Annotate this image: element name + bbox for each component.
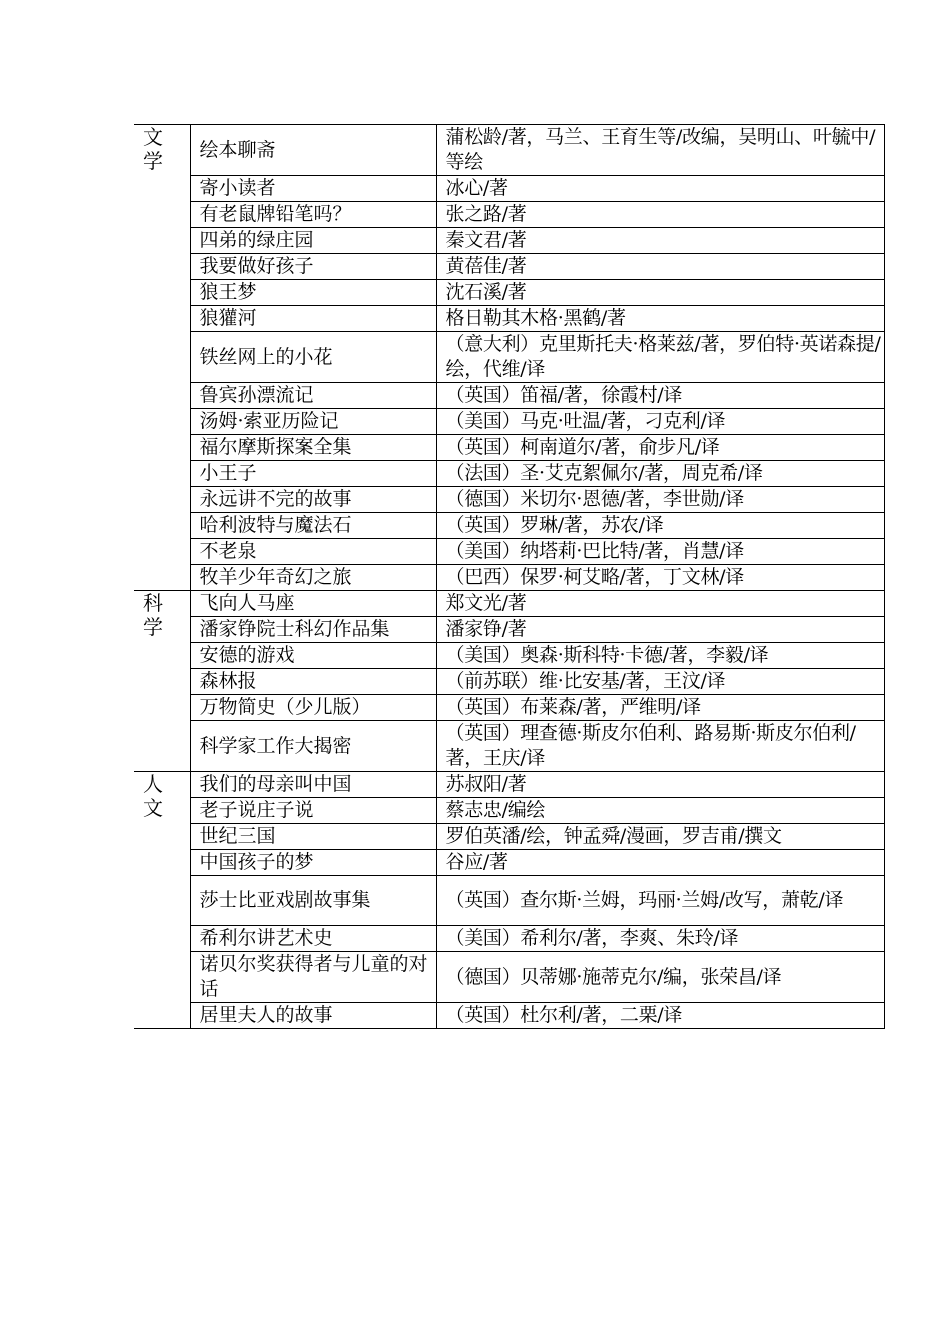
book-title: 居里夫人的故事 bbox=[190, 1003, 436, 1029]
category-label: 文学 bbox=[143, 125, 163, 173]
book-title: 小王子 bbox=[190, 461, 436, 487]
book-title: 汤姆·索亚历险记 bbox=[190, 409, 436, 435]
book-author: （德国）贝蒂娜·施蒂克尔/编，张荣昌/译 bbox=[436, 952, 884, 1003]
table-row bbox=[134, 798, 884, 824]
book-title: 狼王梦 bbox=[190, 280, 436, 306]
book-author: 郑文光/著 bbox=[436, 591, 884, 617]
table-row bbox=[134, 280, 884, 306]
table-row bbox=[134, 669, 884, 695]
table-row bbox=[134, 1003, 884, 1029]
book-author: 苏叔阳/著 bbox=[436, 772, 884, 798]
book-title: 永远讲不完的故事 bbox=[190, 487, 436, 513]
table-row bbox=[134, 591, 884, 617]
book-title: 森林报 bbox=[190, 669, 436, 695]
book-title: 世纪三国 bbox=[190, 824, 436, 850]
book-title: 鲁宾孙漂流记 bbox=[190, 383, 436, 409]
book-title: 哈利波特与魔法石 bbox=[190, 513, 436, 539]
book-author: 黄蓓佳/著 bbox=[436, 254, 884, 280]
book-author: （意大利）克里斯托夫·格莱兹/著，罗伯特·英诺森提/绘，代维/译 bbox=[436, 332, 884, 383]
book-author: 谷应/著 bbox=[436, 850, 884, 876]
book-author: 潘家铮/著 bbox=[436, 617, 884, 643]
table-row bbox=[134, 125, 884, 176]
table-row bbox=[134, 487, 884, 513]
book-author: （德国）米切尔·恩德/著，李世勋/译 bbox=[436, 487, 884, 513]
table-row bbox=[134, 409, 884, 435]
book-title: 诺贝尔奖获得者与儿童的对话 bbox=[190, 952, 436, 1003]
book-title: 福尔摩斯探案全集 bbox=[190, 435, 436, 461]
book-title: 科学家工作大揭密 bbox=[190, 721, 436, 772]
table-row bbox=[134, 539, 884, 565]
book-title: 安德的游戏 bbox=[190, 643, 436, 669]
table-row bbox=[134, 850, 884, 876]
book-author: （美国）奥森·斯科特·卡德/著，李毅/译 bbox=[436, 643, 884, 669]
category-cell bbox=[134, 125, 190, 591]
table-row bbox=[134, 695, 884, 721]
table-row bbox=[134, 643, 884, 669]
book-title: 飞向人马座 bbox=[190, 591, 436, 617]
table-row bbox=[134, 926, 884, 952]
table-row bbox=[134, 202, 884, 228]
table-row bbox=[134, 461, 884, 487]
book-author: （英国）布莱森/著，严维明/译 bbox=[436, 695, 884, 721]
book-title: 有老鼠牌铅笔吗？ bbox=[190, 202, 436, 228]
book-list-table bbox=[134, 124, 885, 1029]
book-title: 莎士比亚戏剧故事集 bbox=[190, 876, 436, 926]
category-label: 人文 bbox=[143, 772, 163, 820]
table-row bbox=[134, 228, 884, 254]
book-author: （前苏联）维·比安基/著，王汶/译 bbox=[436, 669, 884, 695]
table-row bbox=[134, 772, 884, 798]
book-title: 中国孩子的梦 bbox=[190, 850, 436, 876]
table-row bbox=[134, 513, 884, 539]
book-author: 秦文君/著 bbox=[436, 228, 884, 254]
table-row bbox=[134, 435, 884, 461]
category-cell bbox=[134, 591, 190, 772]
table-row bbox=[134, 617, 884, 643]
table-row bbox=[134, 383, 884, 409]
table-row bbox=[134, 824, 884, 850]
book-title: 我要做好孩子 bbox=[190, 254, 436, 280]
table-body bbox=[134, 125, 884, 1029]
category-cell bbox=[134, 772, 190, 1029]
book-title: 铁丝网上的小花 bbox=[190, 332, 436, 383]
book-author: 张之路/著 bbox=[436, 202, 884, 228]
book-title: 绘本聊斋 bbox=[190, 125, 436, 176]
book-author: （美国）纳塔莉·巴比特/著，肖慧/译 bbox=[436, 539, 884, 565]
book-author: （美国）马克·吐温/著，刁克利/译 bbox=[436, 409, 884, 435]
book-author: （英国）柯南道尔/著，俞步凡/译 bbox=[436, 435, 884, 461]
book-author: 冰心/著 bbox=[436, 176, 884, 202]
book-author: 格日勒其木格·黑鹤/著 bbox=[436, 306, 884, 332]
table-row bbox=[134, 952, 884, 1003]
table-row bbox=[134, 721, 884, 772]
book-title: 寄小读者 bbox=[190, 176, 436, 202]
table-row bbox=[134, 876, 884, 926]
book-author: （英国）查尔斯·兰姆，玛丽·兰姆/改写，萧乾/译 bbox=[436, 876, 884, 926]
table-row bbox=[134, 306, 884, 332]
book-author: 沈石溪/著 bbox=[436, 280, 884, 306]
book-title: 狼獾河 bbox=[190, 306, 436, 332]
book-title: 牧羊少年奇幻之旅 bbox=[190, 565, 436, 591]
book-author: 蔡志忠/编绘 bbox=[436, 798, 884, 824]
table-row bbox=[134, 332, 884, 383]
table-row bbox=[134, 176, 884, 202]
book-author: （美国）希利尔/著，李爽、朱玲/译 bbox=[436, 926, 884, 952]
book-title: 不老泉 bbox=[190, 539, 436, 565]
book-title: 潘家铮院士科幻作品集 bbox=[190, 617, 436, 643]
book-title: 四弟的绿庄园 bbox=[190, 228, 436, 254]
book-author: （英国）理查德·斯皮尔伯利、路易斯·斯皮尔伯利/著，王庆/译 bbox=[436, 721, 884, 772]
book-author: （英国）罗琳/著，苏农/译 bbox=[436, 513, 884, 539]
book-author: 罗伯英潘/绘，钟孟舜/漫画，罗吉甫/撰文 bbox=[436, 824, 884, 850]
category-label: 科学 bbox=[143, 591, 163, 639]
book-author: （英国）笛福/著，徐霞村/译 bbox=[436, 383, 884, 409]
book-title: 希利尔讲艺术史 bbox=[190, 926, 436, 952]
book-author: （法国）圣·艾克絮佩尔/著，周克希/译 bbox=[436, 461, 884, 487]
book-title: 万物简史（少儿版） bbox=[190, 695, 436, 721]
book-title: 老子说庄子说 bbox=[190, 798, 436, 824]
table-row bbox=[134, 254, 884, 280]
book-title: 我们的母亲叫中国 bbox=[190, 772, 436, 798]
book-author: （巴西）保罗·柯艾略/著，丁文林/译 bbox=[436, 565, 884, 591]
table-row bbox=[134, 565, 884, 591]
book-author: （英国）杜尔利/著，二栗/译 bbox=[436, 1003, 884, 1029]
book-author: 蒲松龄/著，马兰、王育生等/改编，吴明山、叶毓中/等绘 bbox=[436, 125, 884, 176]
